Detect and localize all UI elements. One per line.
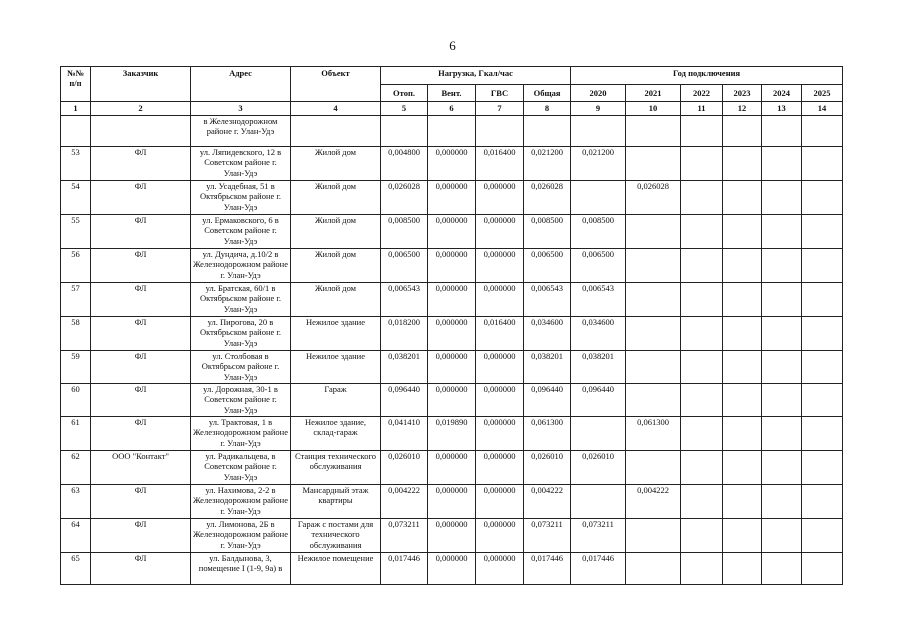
connection-table	[60, 66, 843, 585]
total-cell: 0,006500	[524, 249, 571, 283]
table-row	[61, 553, 843, 585]
row-number	[61, 116, 91, 147]
year-cell	[762, 417, 802, 451]
otop-cell: 0,096440	[381, 384, 428, 417]
total-cell: 0,026010	[524, 451, 571, 485]
year-cell	[681, 249, 723, 283]
year-cell: 0,026028	[626, 181, 681, 215]
otop-cell: 0,041410	[381, 417, 428, 451]
otop-cell: 0,073211	[381, 519, 428, 553]
table-row	[61, 249, 843, 283]
row-number: 57	[61, 283, 91, 317]
year-cell	[802, 116, 843, 147]
vent-cell	[428, 116, 476, 147]
address-cell: ул. Ермаковского, 6 в Советском районе г. Улан-Удэ	[191, 215, 291, 249]
year-cell: 0,017446	[571, 553, 626, 585]
gvs-cell: 0,000000	[476, 451, 524, 485]
year-cell	[723, 351, 762, 384]
row-number: 62	[61, 451, 91, 485]
column-number: 10	[626, 102, 681, 116]
total-cell: 0,008500	[524, 215, 571, 249]
column-number: 13	[762, 102, 802, 116]
customer-cell: ФЛ	[91, 283, 191, 317]
total-cell: 0,096440	[524, 384, 571, 417]
year-cell: 0,096440	[571, 384, 626, 417]
year-cell	[571, 417, 626, 451]
year-cell: 0,034600	[571, 317, 626, 351]
customer-cell	[91, 116, 191, 147]
row-number: 61	[61, 417, 91, 451]
year-cell: 0,021200	[571, 147, 626, 181]
address-cell: ул. Балдынова, 3, помещение I (1-9, 9а) в	[191, 553, 291, 585]
vent-cell: 0,000000	[428, 519, 476, 553]
otop-cell: 0,017446	[381, 553, 428, 585]
object-cell: Гараж	[291, 384, 381, 417]
year-cell	[626, 553, 681, 585]
customer-cell: ФЛ	[91, 181, 191, 215]
year-cell	[571, 485, 626, 519]
year-cell	[723, 485, 762, 519]
object-cell: Жилой дом	[291, 215, 381, 249]
header-address: Адрес	[191, 67, 291, 102]
year-cell	[802, 417, 843, 451]
customer-cell: ФЛ	[91, 249, 191, 283]
gvs-cell	[476, 116, 524, 147]
row-number: 56	[61, 249, 91, 283]
year-cell: 0,008500	[571, 215, 626, 249]
address-cell: ул. Радикальцева, в Советском районе г. Улан-Удэ	[191, 451, 291, 485]
vent-cell: 0,000000	[428, 215, 476, 249]
column-number: 3	[191, 102, 291, 116]
gvs-cell: 0,000000	[476, 553, 524, 585]
year-cell	[762, 485, 802, 519]
table-row	[61, 283, 843, 317]
customer-cell: ФЛ	[91, 519, 191, 553]
table-row	[61, 147, 843, 181]
year-cell	[802, 351, 843, 384]
table-row	[61, 451, 843, 485]
object-cell: Станция технического обслуживания	[291, 451, 381, 485]
address-cell: ул. Усадебная, 51 в Октябрьском районе г. Улан-Удэ	[191, 181, 291, 215]
vent-cell: 0,000000	[428, 283, 476, 317]
otop-cell: 0,026028	[381, 181, 428, 215]
table-body	[61, 116, 843, 585]
year-cell	[681, 485, 723, 519]
year-cell	[802, 181, 843, 215]
year-cell	[723, 417, 762, 451]
year-cell	[762, 384, 802, 417]
year-cell	[802, 147, 843, 181]
column-number: 7	[476, 102, 524, 116]
gvs-cell: 0,000000	[476, 519, 524, 553]
customer-cell: ФЛ	[91, 485, 191, 519]
year-cell	[723, 283, 762, 317]
total-cell	[524, 116, 571, 147]
year-cell	[802, 317, 843, 351]
vent-cell: 0,000000	[428, 451, 476, 485]
otop-cell: 0,038201	[381, 351, 428, 384]
otop-cell: 0,004222	[381, 485, 428, 519]
vent-cell: 0,000000	[428, 485, 476, 519]
table-row	[61, 215, 843, 249]
year-cell	[762, 181, 802, 215]
year-cell	[681, 417, 723, 451]
gvs-cell: 0,000000	[476, 283, 524, 317]
header-year: 2024	[762, 85, 802, 102]
gvs-cell: 0,000000	[476, 215, 524, 249]
year-cell	[723, 249, 762, 283]
total-cell: 0,006543	[524, 283, 571, 317]
year-cell	[802, 249, 843, 283]
gvs-cell: 0,000000	[476, 417, 524, 451]
year-cell	[681, 147, 723, 181]
row-number: 65	[61, 553, 91, 585]
customer-cell: ФЛ	[91, 317, 191, 351]
column-number: 9	[571, 102, 626, 116]
header-total: Общая	[524, 85, 571, 102]
header-num: №№ п/п	[61, 67, 91, 102]
header-otop: Отоп.	[381, 85, 428, 102]
year-cell	[762, 553, 802, 585]
address-cell: ул. Столбовая в Октябрьсом районе г. Улан-Удэ	[191, 351, 291, 384]
year-cell	[762, 249, 802, 283]
year-cell	[626, 249, 681, 283]
row-number: 58	[61, 317, 91, 351]
customer-cell: ФЛ	[91, 147, 191, 181]
year-cell	[626, 519, 681, 553]
vent-cell: 0,000000	[428, 147, 476, 181]
customer-cell: ФЛ	[91, 351, 191, 384]
customer-cell: ФЛ	[91, 417, 191, 451]
gvs-cell: 0,000000	[476, 384, 524, 417]
column-number: 11	[681, 102, 723, 116]
table-row	[61, 351, 843, 384]
year-cell	[802, 451, 843, 485]
header-year: 2023	[723, 85, 762, 102]
column-number: 1	[61, 102, 91, 116]
total-cell: 0,026028	[524, 181, 571, 215]
column-number: 14	[802, 102, 843, 116]
year-cell	[626, 384, 681, 417]
header-object: Объект	[291, 67, 381, 102]
table-row	[61, 519, 843, 553]
year-cell	[626, 283, 681, 317]
year-cell	[626, 317, 681, 351]
object-cell	[291, 116, 381, 147]
year-cell	[723, 317, 762, 351]
row-number: 63	[61, 485, 91, 519]
gvs-cell: 0,016400	[476, 317, 524, 351]
year-cell	[802, 283, 843, 317]
object-cell: Нежилое здание, склад-гараж	[291, 417, 381, 451]
object-cell: Жилой дом	[291, 249, 381, 283]
year-cell: 0,004222	[626, 485, 681, 519]
total-cell: 0,017446	[524, 553, 571, 585]
year-cell	[802, 215, 843, 249]
address-cell: ул. Ляпидевского, 12 в Советском районе г. Улан-Удэ	[191, 147, 291, 181]
column-number: 6	[428, 102, 476, 116]
column-number: 8	[524, 102, 571, 116]
total-cell: 0,021200	[524, 147, 571, 181]
year-cell	[762, 351, 802, 384]
object-cell: Мансардный этаж квартиры	[291, 485, 381, 519]
year-cell	[762, 317, 802, 351]
header-gvs: ГВС	[476, 85, 524, 102]
row-number: 55	[61, 215, 91, 249]
year-cell	[681, 519, 723, 553]
year-cell	[681, 181, 723, 215]
year-cell	[626, 351, 681, 384]
vent-cell: 0,000000	[428, 553, 476, 585]
address-cell: ул. Братская, 60/1 в Октябрьском районе г. Улан-Удэ	[191, 283, 291, 317]
row-number: 60	[61, 384, 91, 417]
otop-cell: 0,008500	[381, 215, 428, 249]
header-year: 2022	[681, 85, 723, 102]
customer-cell: ООО "Контакт"	[91, 451, 191, 485]
vent-cell: 0,000000	[428, 384, 476, 417]
year-cell	[802, 553, 843, 585]
table-row	[61, 417, 843, 451]
column-number: 12	[723, 102, 762, 116]
vent-cell: 0,000000	[428, 181, 476, 215]
year-cell	[681, 215, 723, 249]
year-cell	[723, 181, 762, 215]
address-cell: ул. Пирогова, 20 в Октябрьском районе г. Улан-Удэ	[191, 317, 291, 351]
year-cell	[762, 147, 802, 181]
year-cell	[723, 215, 762, 249]
year-cell	[681, 283, 723, 317]
year-cell	[723, 519, 762, 553]
year-cell	[681, 553, 723, 585]
total-cell: 0,004222	[524, 485, 571, 519]
year-cell	[626, 147, 681, 181]
year-cell	[762, 116, 802, 147]
table-row	[61, 384, 843, 417]
year-cell	[723, 147, 762, 181]
gvs-cell: 0,000000	[476, 181, 524, 215]
header-load: Нагрузка, Гкал/час	[381, 67, 571, 85]
year-cell	[802, 485, 843, 519]
year-cell	[762, 451, 802, 485]
customer-cell: ФЛ	[91, 553, 191, 585]
header-year: 2025	[802, 85, 843, 102]
header-customer: Заказчик	[91, 67, 191, 102]
header-year: 2020	[571, 85, 626, 102]
otop-cell: 0,026010	[381, 451, 428, 485]
row-number: 53	[61, 147, 91, 181]
object-cell: Нежилое здание	[291, 351, 381, 384]
column-number: 2	[91, 102, 191, 116]
header-year-group: Год подключения	[571, 67, 843, 85]
address-cell: ул. Дорожная, 30-1 в Советском районе г. Улан-Удэ	[191, 384, 291, 417]
table-row	[61, 116, 843, 147]
year-cell	[723, 553, 762, 585]
year-cell	[762, 283, 802, 317]
year-cell	[723, 384, 762, 417]
year-cell	[626, 451, 681, 485]
year-cell	[762, 519, 802, 553]
year-cell: 0,073211	[571, 519, 626, 553]
gvs-cell: 0,000000	[476, 351, 524, 384]
row-number: 64	[61, 519, 91, 553]
gvs-cell: 0,016400	[476, 147, 524, 181]
year-cell: 0,006500	[571, 249, 626, 283]
year-cell: 0,038201	[571, 351, 626, 384]
gvs-cell: 0,000000	[476, 249, 524, 283]
year-cell: 0,061300	[626, 417, 681, 451]
total-cell: 0,073211	[524, 519, 571, 553]
otop-cell: 0,004800	[381, 147, 428, 181]
column-number: 5	[381, 102, 428, 116]
object-cell: Жилой дом	[291, 283, 381, 317]
year-cell: 0,006543	[571, 283, 626, 317]
year-cell	[681, 451, 723, 485]
year-cell	[626, 116, 681, 147]
object-cell: Нежилое здание	[291, 317, 381, 351]
year-cell	[571, 116, 626, 147]
year-cell	[802, 384, 843, 417]
address-cell: ул. Лимонова, 2Б в Железнодорожном районе г. Улан-Удэ	[191, 519, 291, 553]
address-cell: ул. Трактовая, 1 в Железнодорожном районе г. Улан-Удэ	[191, 417, 291, 451]
year-cell	[681, 351, 723, 384]
vent-cell: 0,000000	[428, 249, 476, 283]
year-cell: 0,026010	[571, 451, 626, 485]
total-cell: 0,038201	[524, 351, 571, 384]
year-cell	[681, 116, 723, 147]
gvs-cell: 0,000000	[476, 485, 524, 519]
header-year: 2021	[626, 85, 681, 102]
otop-cell: 0,006500	[381, 249, 428, 283]
otop-cell: 0,006543	[381, 283, 428, 317]
object-cell: Жилой дом	[291, 147, 381, 181]
vent-cell: 0,019890	[428, 417, 476, 451]
address-cell: в Железнодорожном районе г. Улан-Удэ	[191, 116, 291, 147]
year-cell	[723, 451, 762, 485]
year-cell	[681, 384, 723, 417]
customer-cell: ФЛ	[91, 384, 191, 417]
year-cell	[762, 215, 802, 249]
row-number: 59	[61, 351, 91, 384]
year-cell	[723, 116, 762, 147]
otop-cell	[381, 116, 428, 147]
customer-cell: ФЛ	[91, 215, 191, 249]
total-cell: 0,034600	[524, 317, 571, 351]
object-cell: Гараж с постами для технического обслуживания	[291, 519, 381, 553]
otop-cell: 0,018200	[381, 317, 428, 351]
vent-cell: 0,000000	[428, 351, 476, 384]
address-cell: ул. Дундича, д.10/2 в Железнодорожном районе г. Улан-Удэ	[191, 249, 291, 283]
year-cell	[802, 519, 843, 553]
year-cell	[571, 181, 626, 215]
column-number: 4	[291, 102, 381, 116]
vent-cell: 0,000000	[428, 317, 476, 351]
page-number: 6	[449, 38, 456, 53]
address-cell: ул. Нахимова, 2-2 в Железнодорожном районе г. Улан-Удэ	[191, 485, 291, 519]
object-cell: Жилой дом	[291, 181, 381, 215]
row-number: 54	[61, 181, 91, 215]
total-cell: 0,061300	[524, 417, 571, 451]
table-row	[61, 485, 843, 519]
table-row	[61, 317, 843, 351]
table-row	[61, 181, 843, 215]
year-cell	[681, 317, 723, 351]
object-cell: Нежилое помещение	[291, 553, 381, 585]
year-cell	[626, 215, 681, 249]
header-vent: Вент.	[428, 85, 476, 102]
